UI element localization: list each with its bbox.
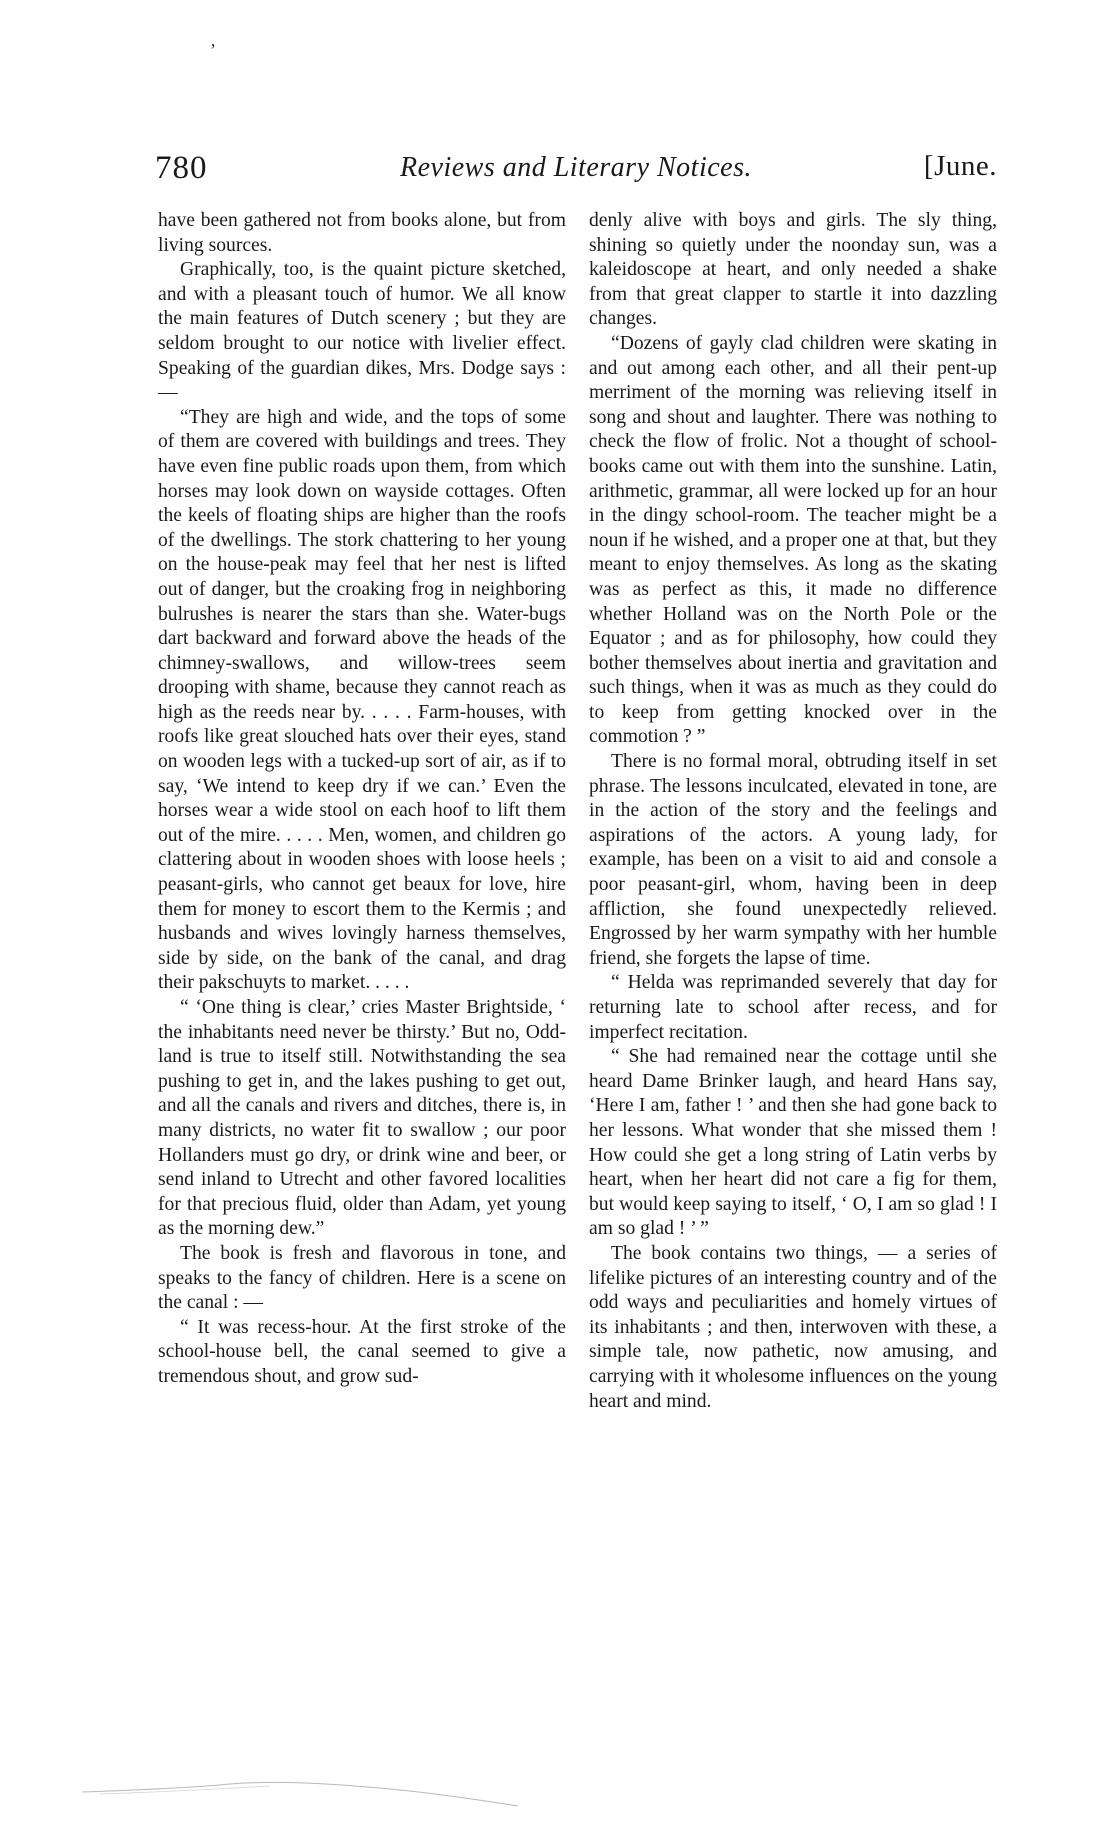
left-column bbox=[158, 209, 566, 1390]
running-title: Reviews and Literary Notices. bbox=[399, 152, 752, 183]
page-number: 780 bbox=[155, 150, 208, 186]
paragraph: Graphically, too, is the quaint picture sketched, and with a pleasant touch of humor. We all know the main features of Dutch scenery ; but they are seldom brought to our notice with livelier effect. Speaking of the guardian dikes, Mrs. Dodge says : — bbox=[158, 259, 566, 404]
paragraph: There is no formal moral, obtruding itself in set phrase. The lessons inculcated, elevated in tone, are in the action of the story and the feelings and aspirations of the actors. A young lady, for example, has been on a visit to aid and console a poor peasant-girl, whom, having been in deep affliction, she found unexpectedly relieved. Engrossed by her warm sympathy with her humble friend, she forgets the lapse of time. bbox=[589, 751, 997, 969]
page-header bbox=[155, 150, 997, 200]
paragraph: The book contains two things, — a series of lifelike pictures of an interesting country and of the odd ways and peculiarities and homely virtues of its inhabitants ; and then, interwoven with these, a simple tale, now pathetic, now amusing, and carrying with it wholesome influences on the young heart and mind. bbox=[589, 1242, 997, 1412]
quoted-paragraph: “They are high and wide, and the tops of some of them are covered with buildings and trees. They have even fine public roads upon them, from which horses may look down on wayside cottages. Often the keels of floating ships are higher than the roofs of the dwellings. The stork chattering to her young on the house-peak may feel that her nest is lifted out of danger, but the croaking frog in neighboring bulrushes is nearer the stars than she. Water-bugs dart backward and forward above the heads of the chimney-swallows, and willow-trees seem drooping with shame, because they cannot reach as high as the reeds near by. . . . . Farm-houses, with roofs like great slouched hats over their eyes, stand on wooden legs with a tucked-up sort of air, as if to say, ‘We intend to keep dry if we can.’ Even the horses wear a wide stool on each hoof to lift them out of the mire. . . . . Men, women, and children go clattering about in wooden shoes with loose heels ; peasant-girls, who cannot get beaux for love, hire them for money to escort them to the Kermis ; and husbands and wives lovingly harness themselves, side by side, on the bank of the canal, and drag their pakschuyts to market. . . . . bbox=[158, 406, 566, 994]
quoted-paragraph: “ Helda was reprimanded severely that day for returning late to school after recess, and for imperfect recitation. bbox=[589, 972, 997, 1043]
stray-ink-mark: ʼ bbox=[210, 40, 216, 60]
quoted-paragraph: “ ‘One thing is clear,’ cries Master Brightside, ‘ the inhabitants need never be thirsty.’ But no, Odd-land is true to itself still. Notwithstanding the sea pushing to get in, and the lakes pushing to get out, and all the canals and rivers and ditches, there is, in many districts, no water fit to swallow ; our poor Hollanders must go dry, or drink wine and beer, or send inland to Utrecht and other favored localities for that precious fluid, older than Adam, yet young as the morning dew.” bbox=[158, 997, 566, 1240]
running-month: [June. bbox=[923, 150, 997, 182]
paragraph: have been gathered not from books alone, but from living sources. bbox=[158, 210, 566, 256]
quoted-paragraph: “ It was recess-hour. At the first stroke of the school-house bell, the canal seemed to give a tremendous shout, and grow sud- bbox=[158, 1316, 566, 1387]
scan-smudge-line bbox=[80, 1770, 520, 1810]
paragraph: denly alive with boys and girls. The sly thing, shining so quietly under the noonday sun, was a kaleidoscope at heart, and only needed a shake from that great clapper to startle it into dazzling changes. bbox=[589, 210, 997, 330]
quoted-paragraph: “ She had remained near the cottage until she heard Dame Brinker laugh, and heard Hans say, ‘Here I am, father ! ’ and then she had gone back to her lessons. What wonder that she missed them ! How could she get a long string of Latin verbs by heart, when her heart did not care a fig for them, but would keep saying to itself, ‘ O, I am so glad ! I am so glad ! ’ ” bbox=[589, 1046, 997, 1240]
quoted-paragraph: “Dozens of gayly clad children were skating in and out among each other, and all their pent-up merriment of the morning was relieving itself in song and shout and laughter. There was nothing to check the flow of frolic. Not a thought of school-books came out with them into the sunshine. Latin, arithmetic, grammar, all were locked up for an hour in the dingy school-room. The teacher might be a noun if he wished, and a proper one at that, but they meant to enjoy themselves. As long as the skating was as perfect as this, it made no difference whether Holland was on the North Pole or the Equator ; and as for philosophy, how could they bother themselves about inertia and gravitation and such things, when it was as much as they could do to keep from getting knocked over in the commotion ? ” bbox=[589, 332, 997, 748]
right-column bbox=[589, 209, 997, 1414]
paragraph: The book is fresh and flavorous in tone, and speaks to the fancy of children. Here is a scene on the canal : — bbox=[158, 1242, 566, 1314]
